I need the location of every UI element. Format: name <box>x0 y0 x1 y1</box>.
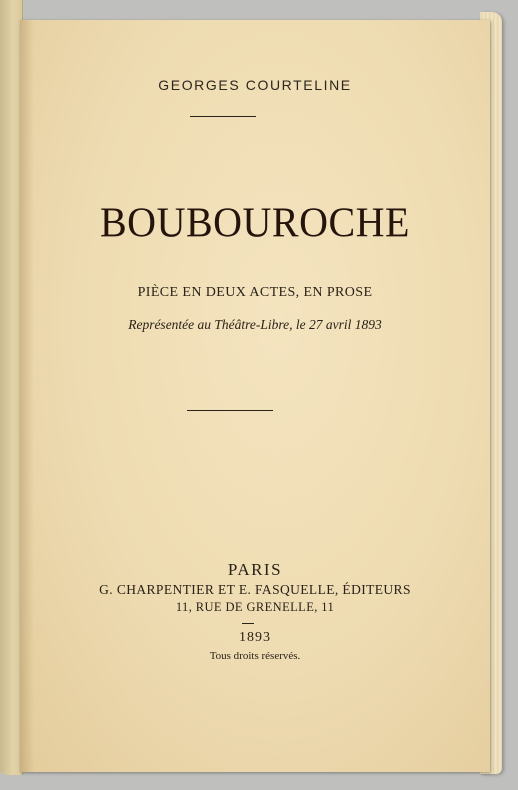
author-name: GEORGES COURTELINE <box>158 77 352 93</box>
rights-notice: Tous droits réservés. <box>209 650 301 662</box>
divider-rule <box>187 410 273 411</box>
book-title: BOUBOUROCHE <box>100 198 410 247</box>
small-divider-rule <box>242 623 254 624</box>
title-page <box>20 20 490 772</box>
divider-rule <box>190 116 256 117</box>
publication-city: PARIS <box>227 560 283 579</box>
publisher-address: 11, RUE DE GRENELLE, 11 <box>175 600 335 614</box>
book-subtitle: PIÈCE EN DEUX ACTES, EN PROSE <box>137 285 373 300</box>
publication-year: 1893 <box>239 630 271 645</box>
performance-note: Représentée au Théâtre-Libre, le 27 avril 1893 <box>128 317 382 332</box>
publisher-name: G. CHARPENTIER ET E. FASQUELLE, ÉDITEURS <box>99 582 411 597</box>
